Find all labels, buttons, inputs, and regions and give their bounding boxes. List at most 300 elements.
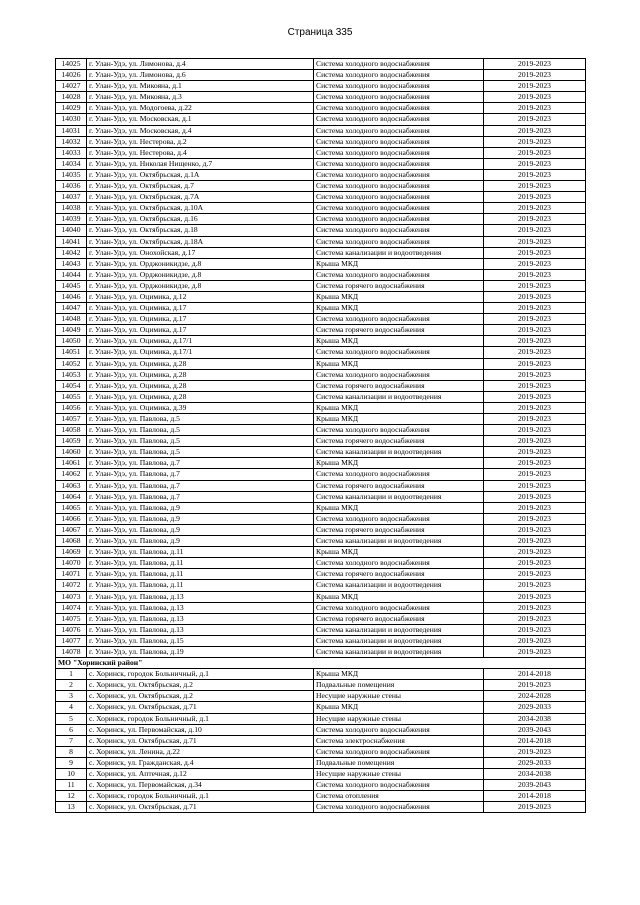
work-type-cell: Система холодного водоснабжения bbox=[314, 347, 484, 358]
period-cell: 2019-2023 bbox=[484, 480, 586, 491]
period-cell: 2019-2023 bbox=[484, 635, 586, 646]
address-cell: г. Улан-Удэ, ул. Павлова, д.19 bbox=[87, 646, 314, 657]
address-cell: с. Хоринск, ул. Октябрьская, д.2 bbox=[87, 680, 314, 691]
period-cell: 2019-2023 bbox=[484, 680, 586, 691]
period-cell: 2019-2023 bbox=[484, 402, 586, 413]
period-cell: 2039-2043 bbox=[484, 724, 586, 735]
row-number: 14074 bbox=[56, 602, 87, 613]
table-row bbox=[56, 646, 586, 657]
row-number: 14067 bbox=[56, 524, 87, 535]
address-cell: г. Улан-Удэ, ул. Микояна, д.3 bbox=[87, 92, 314, 103]
period-cell: 2019-2023 bbox=[484, 203, 586, 214]
period-cell: 2014-2018 bbox=[484, 735, 586, 746]
address-cell: г. Улан-Удэ, ул. Павлова, д.9 bbox=[87, 536, 314, 547]
work-type-cell: Система горячего водоснабжения bbox=[314, 325, 484, 336]
table-row bbox=[56, 447, 586, 458]
address-cell: г. Улан-Удэ, ул. Нестерова, д.2 bbox=[87, 136, 314, 147]
period-cell: 2019-2023 bbox=[484, 447, 586, 458]
address-cell: г. Улан-Удэ, ул. Павлова, д.11 bbox=[87, 558, 314, 569]
period-cell: 2019-2023 bbox=[484, 247, 586, 258]
work-type-cell: Несущие наружные стены bbox=[314, 769, 484, 780]
period-cell: 2019-2023 bbox=[484, 236, 586, 247]
work-type-cell: Крыша МКД bbox=[314, 547, 484, 558]
work-type-cell: Система горячего водоснабжения bbox=[314, 613, 484, 624]
row-number: 14060 bbox=[56, 447, 87, 458]
row-number: 14047 bbox=[56, 303, 87, 314]
work-type-cell: Система холодного водоснабжения bbox=[314, 236, 484, 247]
address-cell: г. Улан-Удэ, ул. Московская, д.1 bbox=[87, 114, 314, 125]
row-number: 14072 bbox=[56, 580, 87, 591]
address-cell: г. Улан-Удэ, ул. Оцимика, д.17 bbox=[87, 325, 314, 336]
table-row bbox=[56, 757, 586, 768]
period-cell: 2019-2023 bbox=[484, 502, 586, 513]
work-type-cell: Крыша МКД bbox=[314, 502, 484, 513]
table-row bbox=[56, 702, 586, 713]
period-cell: 2019-2023 bbox=[484, 147, 586, 158]
table-row bbox=[56, 336, 586, 347]
address-cell: г. Улан-Удэ, ул. Оцимика, д.17/1 bbox=[87, 347, 314, 358]
work-type-cell: Система канализации и водоотведения bbox=[314, 624, 484, 635]
row-number: 14052 bbox=[56, 358, 87, 369]
period-cell: 2019-2023 bbox=[484, 414, 586, 425]
table-row bbox=[56, 713, 586, 724]
work-type-cell: Система холодного водоснабжения bbox=[314, 746, 484, 757]
address-cell: г. Улан-Удэ, ул. Оцимика, д.17 bbox=[87, 303, 314, 314]
work-type-cell: Система холодного водоснабжения bbox=[314, 103, 484, 114]
row-number: 10 bbox=[56, 769, 87, 780]
table-row bbox=[56, 247, 586, 258]
table-row bbox=[56, 769, 586, 780]
row-number: 14059 bbox=[56, 436, 87, 447]
row-number: 14061 bbox=[56, 458, 87, 469]
period-cell: 2019-2023 bbox=[484, 624, 586, 635]
row-number: 14066 bbox=[56, 513, 87, 524]
period-cell: 2019-2023 bbox=[484, 214, 586, 225]
period-cell: 2019-2023 bbox=[484, 314, 586, 325]
work-type-cell: Система холодного водоснабжения bbox=[314, 513, 484, 524]
period-cell: 2019-2023 bbox=[484, 391, 586, 402]
work-type-cell: Система холодного водоснабжения bbox=[314, 314, 484, 325]
table-row bbox=[56, 602, 586, 613]
row-number: 14077 bbox=[56, 635, 87, 646]
address-cell: г. Улан-Удэ, ул. Павлова, д.13 bbox=[87, 602, 314, 613]
row-number: 14031 bbox=[56, 125, 87, 136]
address-cell: с. Хоринск, городок Больничный, д.1 bbox=[87, 791, 314, 802]
table-row bbox=[56, 147, 586, 158]
table-row bbox=[56, 425, 586, 436]
work-type-cell: Несущие наружные стены bbox=[314, 713, 484, 724]
table-row bbox=[56, 458, 586, 469]
row-number: 14053 bbox=[56, 369, 87, 380]
table-row bbox=[56, 92, 586, 103]
row-number: 14055 bbox=[56, 391, 87, 402]
period-cell: 2019-2023 bbox=[484, 569, 586, 580]
address-cell: г. Улан-Удэ, ул. Орджоникидзе, д.8 bbox=[87, 280, 314, 291]
work-type-cell: Система холодного водоснабжения bbox=[314, 136, 484, 147]
work-type-cell: Система холодного водоснабжения bbox=[314, 602, 484, 613]
period-cell: 2019-2023 bbox=[484, 746, 586, 757]
period-cell: 2019-2023 bbox=[484, 558, 586, 569]
work-type-cell: Крыша МКД bbox=[314, 458, 484, 469]
period-cell: 2024-2028 bbox=[484, 691, 586, 702]
work-type-cell: Система холодного водоснабжения bbox=[314, 225, 484, 236]
work-type-cell: Система холодного водоснабжения bbox=[314, 802, 484, 813]
address-cell: с. Хоринск, ул. Ленина, д.22 bbox=[87, 746, 314, 757]
work-type-cell: Крыша МКД bbox=[314, 402, 484, 413]
table-row bbox=[56, 402, 586, 413]
row-number: 14056 bbox=[56, 402, 87, 413]
row-number: 14042 bbox=[56, 247, 87, 258]
period-cell: 2019-2023 bbox=[484, 524, 586, 535]
period-cell: 2019-2023 bbox=[484, 70, 586, 81]
address-cell: с. Хоринск, ул. Октябрьская, д.71 bbox=[87, 735, 314, 746]
period-cell: 2019-2023 bbox=[484, 380, 586, 391]
work-type-cell: Система холодного водоснабжения bbox=[314, 158, 484, 169]
address-cell: г. Улан-Удэ, ул. Павлова, д.5 bbox=[87, 436, 314, 447]
table-row bbox=[56, 203, 586, 214]
table-row bbox=[56, 225, 586, 236]
row-number: 14037 bbox=[56, 192, 87, 203]
address-cell: г. Улан-Удэ, ул. Октябрьская, д.10А bbox=[87, 203, 314, 214]
work-type-cell: Система холодного водоснабжения bbox=[314, 269, 484, 280]
section-title: МО "Хоринский район" bbox=[56, 658, 586, 669]
table-row bbox=[56, 735, 586, 746]
work-type-cell: Система горячего водоснабжения bbox=[314, 280, 484, 291]
work-type-cell: Система холодного водоснабжения bbox=[314, 181, 484, 192]
table-row bbox=[56, 558, 586, 569]
address-cell: г. Улан-Удэ, ул. Октябрьская, д.18 bbox=[87, 225, 314, 236]
row-number: 14030 bbox=[56, 114, 87, 125]
row-number: 14064 bbox=[56, 491, 87, 502]
period-cell: 2019-2023 bbox=[484, 181, 586, 192]
table-row bbox=[56, 680, 586, 691]
address-cell: г. Улан-Удэ, ул. Октябрьская, д.18А bbox=[87, 236, 314, 247]
row-number: 14063 bbox=[56, 480, 87, 491]
work-type-cell: Система канализации и водоотведения bbox=[314, 247, 484, 258]
table-row bbox=[56, 158, 586, 169]
row-number: 14049 bbox=[56, 325, 87, 336]
table-row bbox=[56, 347, 586, 358]
work-type-cell: Подвальные помещения bbox=[314, 680, 484, 691]
repair-schedule-table bbox=[55, 58, 586, 813]
row-number: 14071 bbox=[56, 569, 87, 580]
table-row bbox=[56, 136, 586, 147]
work-type-cell: Система холодного водоснабжения bbox=[314, 558, 484, 569]
table-row bbox=[56, 70, 586, 81]
period-cell: 2019-2023 bbox=[484, 425, 586, 436]
period-cell: 2019-2023 bbox=[484, 125, 586, 136]
period-cell: 2019-2023 bbox=[484, 513, 586, 524]
work-type-cell: Система холодного водоснабжения bbox=[314, 192, 484, 203]
row-number: 14043 bbox=[56, 258, 87, 269]
table-row bbox=[56, 280, 586, 291]
address-cell: г. Улан-Удэ, ул. Оцимика, д.17/1 bbox=[87, 336, 314, 347]
table-row bbox=[56, 125, 586, 136]
table-row bbox=[56, 469, 586, 480]
work-type-cell: Подвальные помещения bbox=[314, 757, 484, 768]
table-row bbox=[56, 391, 586, 402]
period-cell: 2019-2023 bbox=[484, 136, 586, 147]
address-cell: г. Улан-Удэ, ул. Микояна, д.1 bbox=[87, 81, 314, 92]
address-cell: г. Улан-Удэ, ул. Павлова, д.9 bbox=[87, 524, 314, 535]
work-type-cell: Система горячего водоснабжения bbox=[314, 569, 484, 580]
row-number: 14054 bbox=[56, 380, 87, 391]
work-type-cell: Система канализации и водоотведения bbox=[314, 391, 484, 402]
row-number: 14073 bbox=[56, 591, 87, 602]
work-type-cell: Система холодного водоснабжения bbox=[314, 147, 484, 158]
address-cell: г. Улан-Удэ, ул. Павлова, д.5 bbox=[87, 414, 314, 425]
address-cell: г. Улан-Удэ, ул. Павлова, д.15 bbox=[87, 635, 314, 646]
work-type-cell: Система холодного водоснабжения bbox=[314, 81, 484, 92]
period-cell: 2019-2023 bbox=[484, 358, 586, 369]
address-cell: г. Улан-Удэ, ул. Орджоникидзе, д.8 bbox=[87, 269, 314, 280]
work-type-cell: Крыша МКД bbox=[314, 303, 484, 314]
table-row bbox=[56, 569, 586, 580]
work-type-cell: Система электроснабжения bbox=[314, 735, 484, 746]
address-cell: г. Улан-Удэ, ул. Оцимика, д.28 bbox=[87, 358, 314, 369]
address-cell: г. Улан-Удэ, ул. Орджоникидзе, д.8 bbox=[87, 258, 314, 269]
row-number: 14065 bbox=[56, 502, 87, 513]
row-number: 14025 bbox=[56, 59, 87, 70]
table-row bbox=[56, 59, 586, 70]
work-type-cell: Система горячего водоснабжения bbox=[314, 524, 484, 535]
period-cell: 2019-2023 bbox=[484, 81, 586, 92]
period-cell: 2019-2023 bbox=[484, 491, 586, 502]
row-number: 11 bbox=[56, 780, 87, 791]
row-number: 7 bbox=[56, 735, 87, 746]
period-cell: 2039-2043 bbox=[484, 780, 586, 791]
address-cell: г. Улан-Удэ, ул. Онохойская, д.17 bbox=[87, 247, 314, 258]
address-cell: г. Улан-Удэ, ул. Николая Нищенко, д.7 bbox=[87, 158, 314, 169]
row-number: 13 bbox=[56, 802, 87, 813]
table-row bbox=[56, 325, 586, 336]
address-cell: г. Улан-Удэ, ул. Павлова, д.11 bbox=[87, 569, 314, 580]
table-row bbox=[56, 181, 586, 192]
row-number: 14034 bbox=[56, 158, 87, 169]
row-number: 14039 bbox=[56, 214, 87, 225]
table-row bbox=[56, 791, 586, 802]
work-type-cell: Система горячего водоснабжения bbox=[314, 436, 484, 447]
period-cell: 2014-2018 bbox=[484, 669, 586, 680]
table-row bbox=[56, 746, 586, 757]
address-cell: г. Улан-Удэ, ул. Павлова, д.11 bbox=[87, 580, 314, 591]
row-number: 4 bbox=[56, 702, 87, 713]
work-type-cell: Система холодного водоснабжения bbox=[314, 59, 484, 70]
address-cell: г. Улан-Удэ, ул. Оцимика, д.39 bbox=[87, 402, 314, 413]
work-type-cell: Система отопления bbox=[314, 791, 484, 802]
table-row bbox=[56, 724, 586, 735]
period-cell: 2019-2023 bbox=[484, 169, 586, 180]
row-number: 14050 bbox=[56, 336, 87, 347]
table-row bbox=[56, 513, 586, 524]
table-row bbox=[56, 169, 586, 180]
row-number: 14078 bbox=[56, 646, 87, 657]
period-cell: 2019-2023 bbox=[484, 458, 586, 469]
table-row bbox=[56, 580, 586, 591]
address-cell: г. Улан-Удэ, ул. Октябрьская, д.16 bbox=[87, 214, 314, 225]
section-header-row bbox=[56, 658, 586, 669]
row-number: 14051 bbox=[56, 347, 87, 358]
table-row bbox=[56, 214, 586, 225]
address-cell: с. Хоринск, городок Больничный, д.1 bbox=[87, 713, 314, 724]
work-type-cell: Система канализации и водоотведения bbox=[314, 447, 484, 458]
period-cell: 2019-2023 bbox=[484, 336, 586, 347]
period-cell: 2019-2023 bbox=[484, 158, 586, 169]
address-cell: г. Улан-Удэ, ул. Павлова, д.13 bbox=[87, 624, 314, 635]
table-row bbox=[56, 414, 586, 425]
table-row bbox=[56, 524, 586, 535]
period-cell: 2034-2038 bbox=[484, 769, 586, 780]
address-cell: с. Хоринск, ул. Октябрьская, д.71 bbox=[87, 802, 314, 813]
row-number: 8 bbox=[56, 746, 87, 757]
row-number: 14070 bbox=[56, 558, 87, 569]
address-cell: г. Улан-Удэ, ул. Московская, д.4 bbox=[87, 125, 314, 136]
work-type-cell: Система холодного водоснабжения bbox=[314, 92, 484, 103]
work-type-cell: Система канализации и водоотведения bbox=[314, 646, 484, 657]
work-type-cell: Система канализации и водоотведения bbox=[314, 536, 484, 547]
address-cell: г. Улан-Удэ, ул. Оцимика, д.28 bbox=[87, 391, 314, 402]
table-row bbox=[56, 780, 586, 791]
period-cell: 2019-2023 bbox=[484, 580, 586, 591]
address-cell: г. Улан-Удэ, ул. Павлова, д.7 bbox=[87, 469, 314, 480]
row-number: 14033 bbox=[56, 147, 87, 158]
work-type-cell: Система холодного водоснабжения bbox=[314, 369, 484, 380]
work-type-cell: Крыша МКД bbox=[314, 336, 484, 347]
period-cell: 2019-2023 bbox=[484, 92, 586, 103]
address-cell: г. Улан-Удэ, ул. Павлова, д.7 bbox=[87, 458, 314, 469]
period-cell: 2019-2023 bbox=[484, 114, 586, 125]
work-type-cell: Крыша МКД bbox=[314, 358, 484, 369]
row-number: 14032 bbox=[56, 136, 87, 147]
period-cell: 2014-2018 bbox=[484, 791, 586, 802]
row-number: 14038 bbox=[56, 203, 87, 214]
table-row bbox=[56, 491, 586, 502]
row-number: 9 bbox=[56, 757, 87, 768]
period-cell: 2019-2023 bbox=[484, 369, 586, 380]
work-type-cell: Крыша МКД bbox=[314, 258, 484, 269]
row-number: 14028 bbox=[56, 92, 87, 103]
work-type-cell: Несущие наружные стены bbox=[314, 691, 484, 702]
period-cell: 2019-2023 bbox=[484, 536, 586, 547]
row-number: 14069 bbox=[56, 547, 87, 558]
row-number: 3 bbox=[56, 691, 87, 702]
table-row bbox=[56, 314, 586, 325]
period-cell: 2029-2033 bbox=[484, 702, 586, 713]
address-cell: г. Улан-Удэ, ул. Оцимика, д.28 bbox=[87, 369, 314, 380]
work-type-cell: Система холодного водоснабжения bbox=[314, 425, 484, 436]
work-type-cell: Крыша МКД bbox=[314, 702, 484, 713]
table-row bbox=[56, 691, 586, 702]
table-row bbox=[56, 547, 586, 558]
period-cell: 2019-2023 bbox=[484, 280, 586, 291]
address-cell: с. Хоринск, ул. Октябрьская, д.2 bbox=[87, 691, 314, 702]
address-cell: с. Хоринск, ул. Аптечная, д.12 bbox=[87, 769, 314, 780]
row-number: 14027 bbox=[56, 81, 87, 92]
address-cell: с. Хоринск, ул. Первомайская, д.10 bbox=[87, 724, 314, 735]
table-row bbox=[56, 802, 586, 813]
table-row bbox=[56, 635, 586, 646]
address-cell: г. Улан-Удэ, ул. Октябрьская, д.7 bbox=[87, 181, 314, 192]
period-cell: 2019-2023 bbox=[484, 469, 586, 480]
work-type-cell: Система холодного водоснабжения bbox=[314, 70, 484, 81]
row-number: 14040 bbox=[56, 225, 87, 236]
address-cell: г. Улан-Удэ, ул. Павлова, д.13 bbox=[87, 591, 314, 602]
period-cell: 2019-2023 bbox=[484, 591, 586, 602]
table-row bbox=[56, 669, 586, 680]
address-cell: г. Улан-Удэ, ул. Павлова, д.7 bbox=[87, 480, 314, 491]
work-type-cell: Система холодного водоснабжения bbox=[314, 469, 484, 480]
address-cell: г. Улан-Удэ, ул. Павлова, д.13 bbox=[87, 613, 314, 624]
table-row bbox=[56, 436, 586, 447]
work-type-cell: Система холодного водоснабжения bbox=[314, 114, 484, 125]
table-row bbox=[56, 369, 586, 380]
address-cell: г. Улан-Удэ, ул. Оцимика, д.12 bbox=[87, 291, 314, 302]
row-number: 14075 bbox=[56, 613, 87, 624]
row-number: 14041 bbox=[56, 236, 87, 247]
address-cell: с. Хоринск, ул. Гражданская, д.4 bbox=[87, 757, 314, 768]
address-cell: г. Улан-Удэ, ул. Павлова, д.5 bbox=[87, 447, 314, 458]
address-cell: г. Улан-Удэ, ул. Модогоева, д.22 bbox=[87, 103, 314, 114]
table-row bbox=[56, 103, 586, 114]
table-row bbox=[56, 258, 586, 269]
row-number: 14035 bbox=[56, 169, 87, 180]
work-type-cell: Система холодного водоснабжения bbox=[314, 214, 484, 225]
period-cell: 2029-2033 bbox=[484, 757, 586, 768]
period-cell: 2019-2023 bbox=[484, 59, 586, 70]
period-cell: 2019-2023 bbox=[484, 258, 586, 269]
address-cell: г. Улан-Удэ, ул. Павлова, д.5 bbox=[87, 425, 314, 436]
period-cell: 2019-2023 bbox=[484, 103, 586, 114]
table-row bbox=[56, 114, 586, 125]
table-row bbox=[56, 81, 586, 92]
row-number: 12 bbox=[56, 791, 87, 802]
address-cell: г. Улан-Удэ, ул. Лимонова, д.4 bbox=[87, 59, 314, 70]
period-cell: 2019-2023 bbox=[484, 303, 586, 314]
row-number: 14062 bbox=[56, 469, 87, 480]
address-cell: г. Улан-Удэ, ул. Павлова, д.11 bbox=[87, 547, 314, 558]
table-row bbox=[56, 591, 586, 602]
table-row bbox=[56, 613, 586, 624]
row-number: 14046 bbox=[56, 291, 87, 302]
table-row bbox=[56, 192, 586, 203]
period-cell: 2019-2023 bbox=[484, 325, 586, 336]
row-number: 2 bbox=[56, 680, 87, 691]
period-cell: 2019-2023 bbox=[484, 192, 586, 203]
table-row bbox=[56, 291, 586, 302]
work-type-cell: Крыша МКД bbox=[314, 591, 484, 602]
row-number: 14058 bbox=[56, 425, 87, 436]
work-type-cell: Система холодного водоснабжения bbox=[314, 169, 484, 180]
address-cell: г. Улан-Удэ, ул. Лимонова, д.6 bbox=[87, 70, 314, 81]
page-title: Страница 335 bbox=[287, 27, 353, 38]
address-cell: с. Хоринск, городок Больничный, д.1 bbox=[87, 669, 314, 680]
work-type-cell: Крыша МКД bbox=[314, 414, 484, 425]
work-type-cell: Система холодного водоснабжения bbox=[314, 203, 484, 214]
work-type-cell: Крыша МКД bbox=[314, 291, 484, 302]
address-cell: с. Хоринск, ул. Октябрьская, д.71 bbox=[87, 702, 314, 713]
row-number: 1 bbox=[56, 669, 87, 680]
period-cell: 2019-2023 bbox=[484, 646, 586, 657]
table-row bbox=[56, 269, 586, 280]
period-cell: 2019-2023 bbox=[484, 269, 586, 280]
period-cell: 2019-2023 bbox=[484, 547, 586, 558]
work-type-cell: Система канализации и водоотведения bbox=[314, 635, 484, 646]
work-type-cell: Система холодного водоснабжения bbox=[314, 125, 484, 136]
row-number: 14044 bbox=[56, 269, 87, 280]
table-row bbox=[56, 502, 586, 513]
work-type-cell: Крыша МКД bbox=[314, 669, 484, 680]
address-cell: г. Улан-Удэ, ул. Павлова, д.9 bbox=[87, 502, 314, 513]
